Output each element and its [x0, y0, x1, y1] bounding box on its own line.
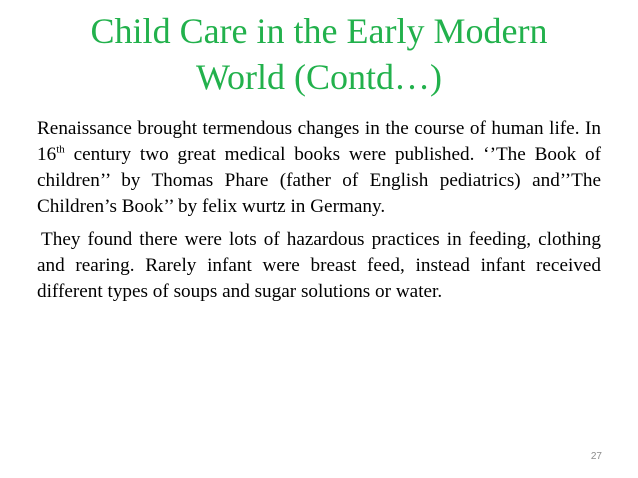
page-number: 27	[590, 451, 602, 462]
slide-body	[37, 116, 601, 305]
paragraph-1-text-a: Renaissance brought termendous changes in the course of human life. In 16	[37, 118, 601, 165]
slide-title	[20, 8, 618, 100]
slide-title-line-2: World (Contd…)	[195, 57, 443, 97]
paragraph-1-text-b: century two great medical books were published. ‘’The Book of children’’ by Thomas Phare (father of English pediatrics) and’’The Children’s Book’’ by felix wurtz in Germany.	[37, 144, 601, 217]
ordinal-suffix: th	[56, 143, 65, 156]
slide-title-line-1: Child Care in the Early Modern	[90, 11, 548, 51]
paragraph-hazardous-practices: They found there were lots of hazardous practices in feeding, clothing and rearing. Rarely infant were breast feed, instead infant received different types of soups and sugar solutions or water.	[37, 229, 601, 302]
paragraph-renaissance	[37, 116, 601, 220]
